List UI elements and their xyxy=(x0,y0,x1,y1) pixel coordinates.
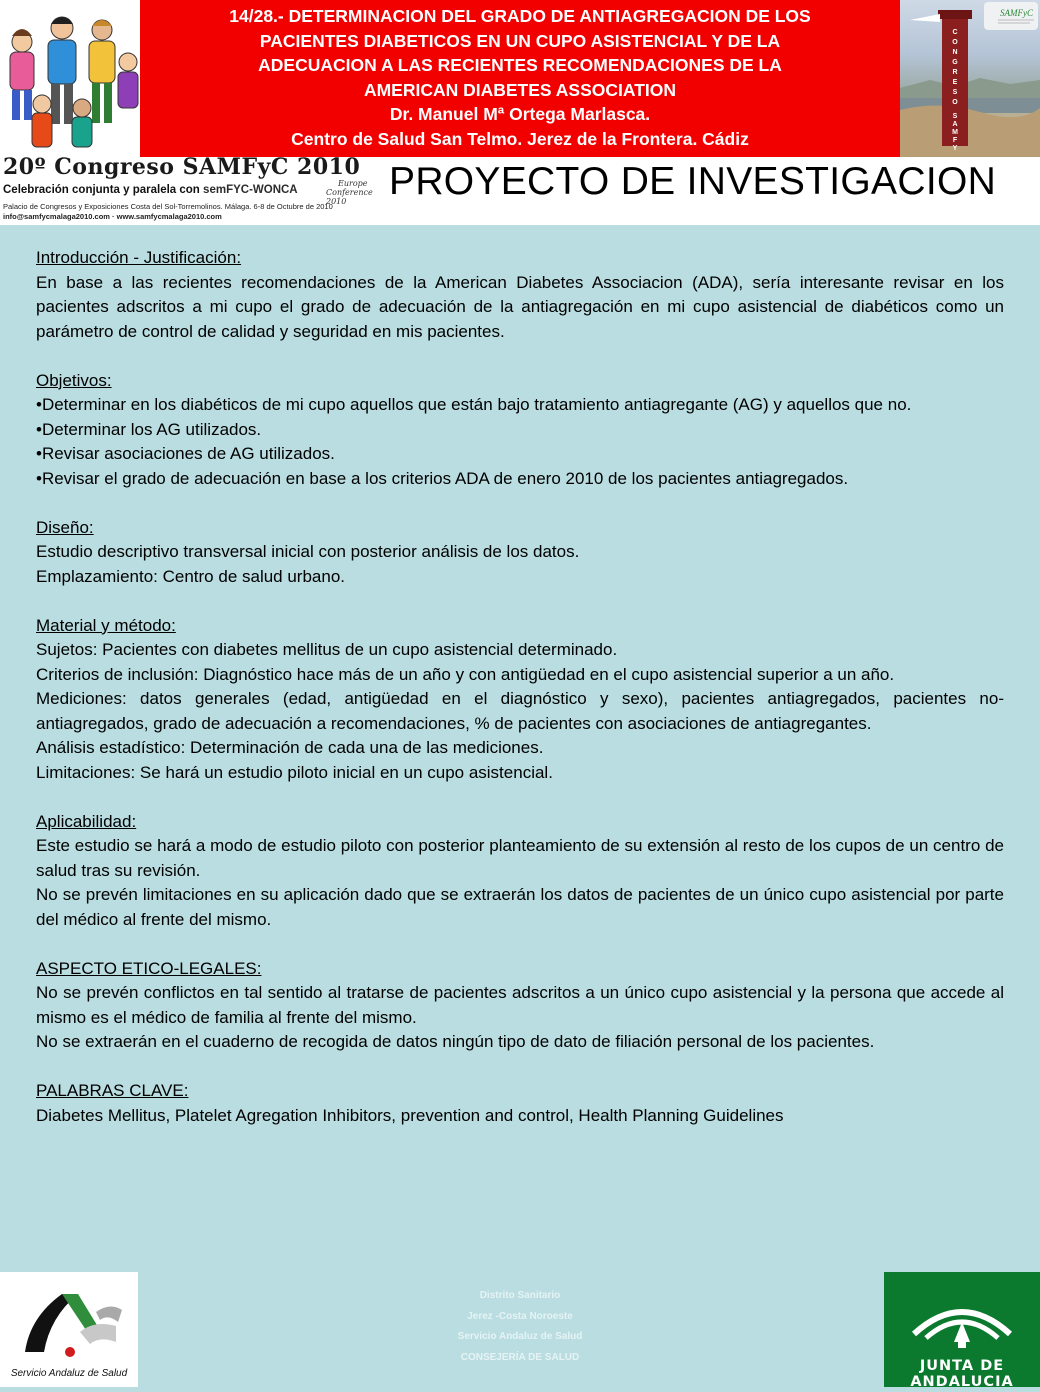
section-objetivos xyxy=(36,369,1004,492)
congress-contact: info@samfycmalaga2010.com · www.samfycmalaga2010.com xyxy=(3,212,222,221)
section-line: No se extraerán en el cuaderno de recogida de datos ningún tipo de dato de filiación personal de los pacientes. xyxy=(36,1032,875,1051)
europe-line-2: Conference 2010 xyxy=(326,188,373,206)
section-heading: Material y método: xyxy=(36,615,176,635)
svg-text:Y: Y xyxy=(952,145,958,152)
section-heading: Objetivos: xyxy=(36,370,112,390)
header xyxy=(0,0,1040,225)
poster-title-block xyxy=(140,0,900,157)
svg-text:N: N xyxy=(952,49,958,56)
objective-item: •Determinar en los diabéticos de mi cupo aquellos que están bajo tratamiento antiagregante (AG) y aquellos que no. xyxy=(36,395,912,414)
section-etico-legales xyxy=(36,957,1004,1055)
section-line: Emplazamiento: Centro de salud urbano. xyxy=(36,566,346,586)
congress-subtitle xyxy=(3,184,298,196)
person-figure-2 xyxy=(48,17,76,124)
footer-line-3: Servicio Andaluz de Salud xyxy=(457,1331,583,1342)
main-heading: PROYECTO DE INVESTIGACION xyxy=(389,160,997,203)
europe-line-1: Europe xyxy=(338,179,368,188)
svg-text:A: A xyxy=(952,121,958,128)
coast-tower-photo xyxy=(900,0,1040,157)
footer-line-1: Distrito Sanitario xyxy=(479,1290,561,1301)
congress-europe-label xyxy=(326,179,375,206)
svg-text:S: S xyxy=(952,113,958,120)
svg-text:R: R xyxy=(952,69,958,76)
junta-logo-caption: JUNTA DE ANDALUCIA xyxy=(910,1358,1014,1390)
svg-text:O: O xyxy=(952,99,958,106)
section-line: Sujetos: Pacientes con diabetes mellitus de un cupo asistencial determinado. xyxy=(36,640,618,659)
svg-text:SAMFyC: SAMFyC xyxy=(1000,8,1033,18)
section-line: Este estudio se hará a modo de estudio piloto con posterior planteamiento de su extensión al resto de los cupos de un centro de salud tras su revisión. xyxy=(36,836,1004,880)
objective-item: •Revisar el grado de adecuación en base a los criterios ADA de enero 2010 de los pacientes antiagregados. xyxy=(36,468,849,488)
svg-text:S: S xyxy=(952,89,958,96)
svg-text:E: E xyxy=(952,79,958,86)
svg-text:M: M xyxy=(952,129,958,136)
title-line-2: PACIENTES DIABETICOS EN UN CUPO ASISTENCIAL Y DE LA xyxy=(259,30,781,51)
svg-text:G: G xyxy=(952,59,958,66)
title-line-3: ADECUACION A LAS RECIENTES RECOMENDACIONES DE LA xyxy=(258,55,782,75)
section-line: Limitaciones: Se hará un estudio piloto inicial en un cupo asistencial. xyxy=(36,762,553,782)
section-introduccion xyxy=(36,246,1004,344)
footer-credits xyxy=(400,1286,640,1368)
section-line: Estudio descriptivo transversal inicial con posterior análisis de los datos. xyxy=(36,542,580,561)
section-heading: Aplicabilidad: xyxy=(36,811,137,831)
section-aplicabilidad xyxy=(36,810,1004,933)
junta-andalucia-logo xyxy=(884,1272,1040,1390)
section-heading: PALABRAS CLAVE: xyxy=(36,1081,189,1100)
section-heading: Introducción - Justificación: xyxy=(36,248,242,267)
objective-item: •Revisar asociaciones de AG utilizados. xyxy=(36,444,335,463)
svg-text:F: F xyxy=(952,137,958,144)
red-dot-icon xyxy=(65,1347,75,1357)
svg-text:C: C xyxy=(952,29,958,36)
section-palabras-clave xyxy=(36,1079,1004,1128)
affiliation-line: Centro de Salud San Telmo. Jerez de la Frontera. Cádiz xyxy=(291,128,749,149)
section-line: Mediciones: datos generales (edad, antigüedad en el diagnóstico y sexo), pacientes antiagregados, pacientes no-antiagregados, grado de adecuación a recomendaciones, % de pacientes con asociaciones de antiagregantes. xyxy=(36,689,1004,733)
person-figure-3 xyxy=(89,20,115,123)
congress-venue: Palacio de Congresos y Exposiciones Costa del Sol-Torremolinos. Málaga. 6-8 de Octubre de 2010 xyxy=(3,202,333,211)
footer-line-2: Jerez -Costa Noroeste xyxy=(467,1310,573,1322)
keywords-line: Diabetes Mellitus, Platelet Agregation Inhibitors, prevention and control, Health Planning Guidelines xyxy=(36,1105,784,1125)
person-figure-4 xyxy=(118,53,138,108)
section-line: Criterios de inclusión: Diagnóstico hace más de un año y con antigüedad en el cupo asistencial superior a un año. xyxy=(36,664,895,684)
section-diseno xyxy=(36,516,1004,590)
section-line: No se prevén conflictos en tal sentido al tratarse de pacientes adscritos a un único cupo asistencial y la persona que accede al mismo es el médico de familia al frente del mismo. xyxy=(36,983,1004,1027)
section-paragraph: En base a las recientes recomendaciones de la American Diabetes Associacion (ADA), sería interesante revisar en los pacientes adscritos a mi cupo el grado de adecuación de la antiagregación en mi cupo asistencial de diabéticos como un parámetro de control de calidad y seguridad en mis pacientes. xyxy=(36,272,1004,341)
title-line-4: AMERICAN DIABETES ASSOCIATION xyxy=(363,79,677,100)
congress-subtitle-prefix: Celebración conjunta y paralela con xyxy=(3,184,204,196)
person-figure-1 xyxy=(10,29,34,120)
section-line: Análisis estadístico: Determinación de cada una de las mediciones. xyxy=(36,738,544,757)
footer-line-4: CONSEJERÍA DE SALUD xyxy=(460,1351,580,1363)
airplane-icon xyxy=(910,14,940,22)
objective-item: •Determinar los AG utilizados. xyxy=(36,419,262,439)
section-line: No se prevén limitaciones en su aplicación dado que se extraerán los datos de pacientes de un único cupo asistencial por parte del médico al frente del mismo. xyxy=(36,885,1004,929)
author-line: Dr. Manuel Mª Ortega Marlasca. xyxy=(389,104,651,124)
congress-title: 20º Congreso SAMFyC 2010 xyxy=(3,154,361,180)
section-heading: ASPECTO ETICO-LEGALES: xyxy=(36,958,262,978)
person-figure-5 xyxy=(32,95,92,147)
poster-body xyxy=(36,246,1004,1153)
section-material-metodo xyxy=(36,614,1004,786)
congress-subtitle-brand: semFYC-WONCA xyxy=(203,184,298,196)
sas-logo xyxy=(0,1272,138,1387)
people-illustration xyxy=(0,0,140,150)
section-heading: Diseño: xyxy=(36,517,94,537)
sas-logo-caption: Servicio Andaluz de Salud xyxy=(10,1368,128,1379)
title-line-1: 14/28.- DETERMINACION DEL GRADO DE ANTIAGREGACION DE LOS xyxy=(229,6,811,26)
congress-banner xyxy=(0,152,375,225)
svg-text:O: O xyxy=(952,39,958,46)
